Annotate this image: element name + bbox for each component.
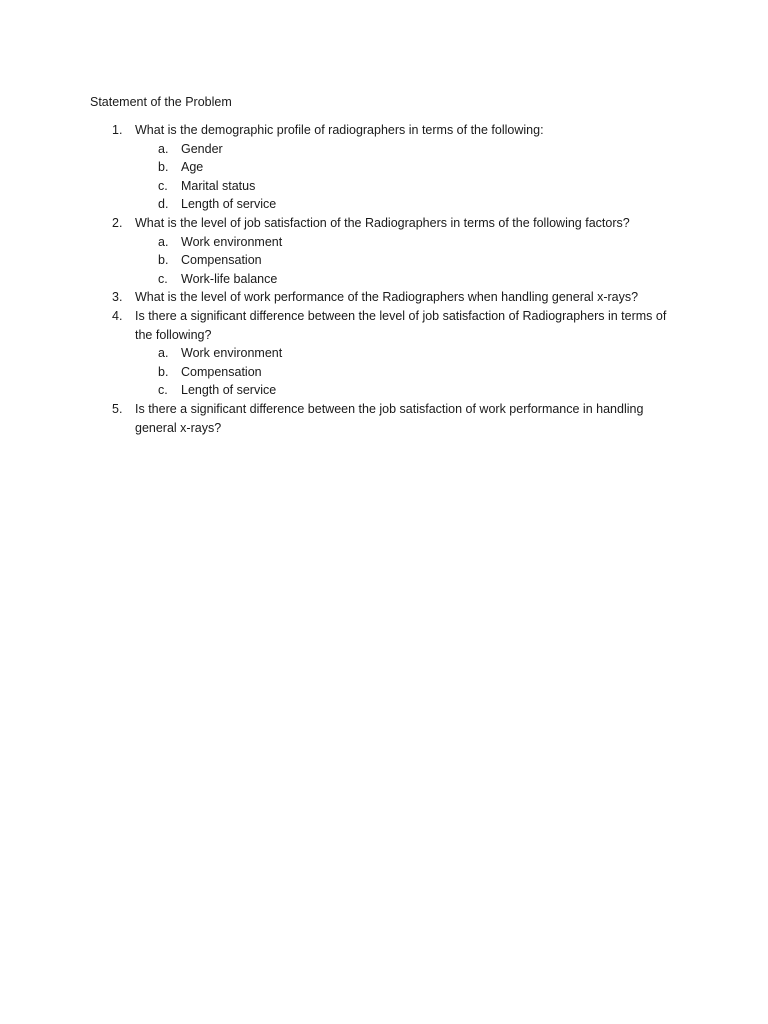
- sub-item-letter: c.: [158, 178, 168, 193]
- sub-item: [0, 270, 768, 289]
- sub-item: [0, 363, 768, 382]
- sub-item: [0, 344, 768, 363]
- sub-item-list: [0, 233, 768, 289]
- sub-item-text: Marital status: [181, 178, 256, 193]
- sub-item-letter: b.: [158, 253, 169, 268]
- sub-item-list: [0, 140, 768, 214]
- sub-item: [0, 158, 768, 177]
- sub-item: [0, 177, 768, 196]
- sub-item-letter: a.: [158, 346, 169, 361]
- sub-item-text: Age: [181, 160, 204, 175]
- question-number: 4.: [112, 308, 123, 323]
- question-item-3: [0, 288, 768, 307]
- question-text: What is the level of job satisfaction of the Radiographers in terms of the following factors?: [135, 215, 630, 230]
- question-text: What is the level of work performance of the Radiographers when handling general x-rays?: [135, 290, 639, 305]
- sub-item-letter: b.: [158, 364, 169, 379]
- sub-item-text: Work environment: [181, 346, 283, 361]
- sub-item-text: Work-life balance: [181, 271, 278, 286]
- question-item-5: [0, 400, 768, 437]
- question-number: 2.: [112, 215, 123, 230]
- sub-item-letter: b.: [158, 160, 169, 175]
- sub-item: [0, 140, 768, 159]
- sub-item-text: Gender: [181, 141, 223, 156]
- question-text: Is there a significant difference between the level of job satisfaction of Radiographers in terms of the following?: [135, 308, 667, 342]
- sub-item-letter: c.: [158, 383, 168, 398]
- sub-item-text: Length of service: [181, 383, 277, 398]
- document-title: Statement of the Problem: [90, 95, 232, 109]
- question-number: 1.: [112, 123, 123, 137]
- sub-item: [0, 251, 768, 270]
- sub-item-text: Length of service: [181, 197, 277, 212]
- sub-item: [0, 381, 768, 400]
- sub-item-text: Work environment: [181, 234, 283, 249]
- sub-item-text: Compensation: [181, 364, 262, 379]
- question-number: 5.: [112, 401, 123, 416]
- question-text: Is there a significant difference between the job satisfaction of work performance in handling general x-rays?: [135, 401, 644, 435]
- sub-item-text: Compensation: [181, 253, 262, 268]
- question-text: What is the demographic profile of radiographers in terms of the following:: [135, 123, 544, 137]
- question-number: 3.: [112, 290, 123, 305]
- sub-item: [0, 233, 768, 252]
- sub-item-letter: a.: [158, 234, 169, 249]
- sub-item-list: [0, 344, 768, 400]
- question-item-1: [0, 121, 768, 214]
- sub-item-letter: a.: [158, 141, 169, 156]
- question-item-4: [0, 307, 768, 400]
- sub-item-letter: c.: [158, 271, 168, 286]
- sub-item: [0, 195, 768, 214]
- question-list: [0, 121, 768, 437]
- sub-item-letter: d.: [158, 197, 169, 212]
- question-item-2: [0, 214, 768, 288]
